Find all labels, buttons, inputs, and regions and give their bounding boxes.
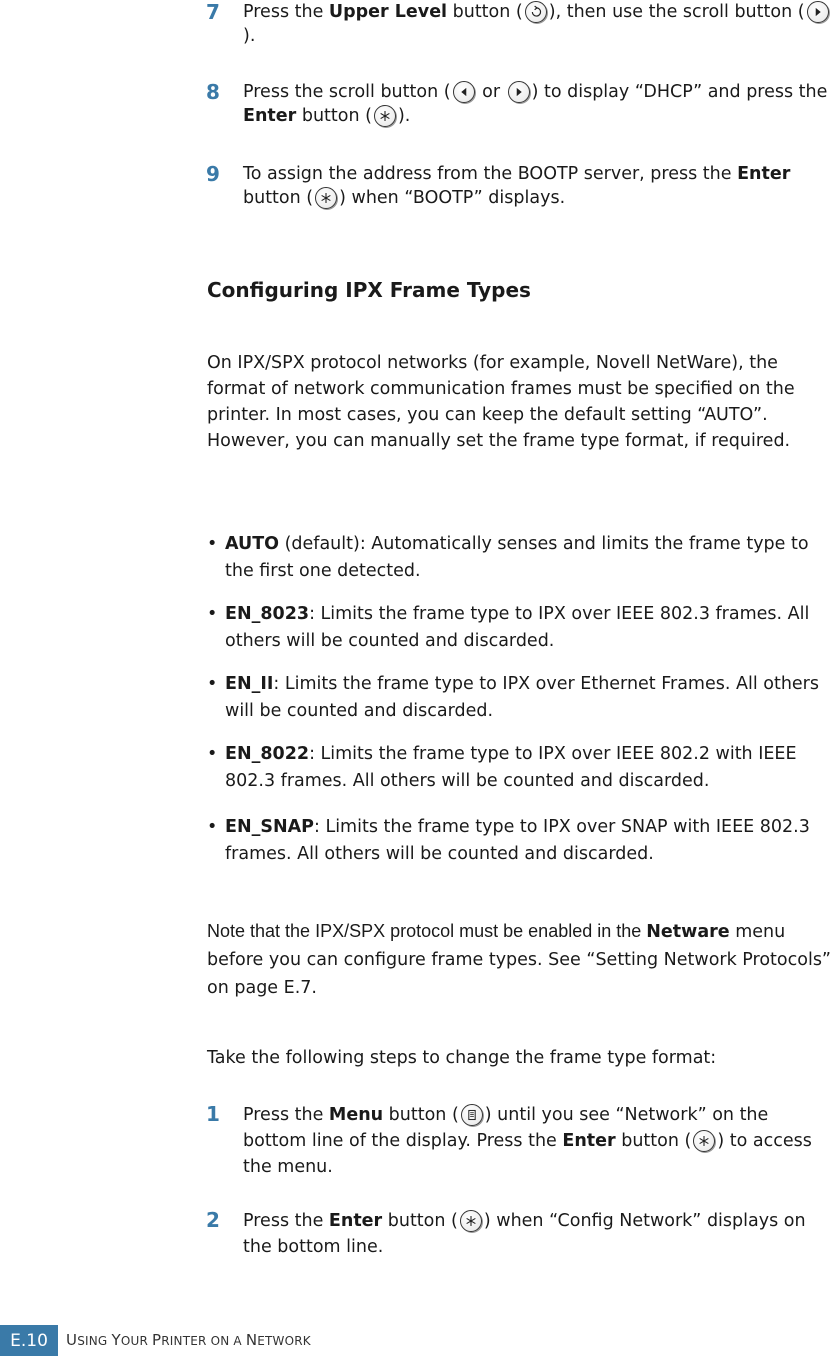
note-paragraph: Note that the IPX/SPX protocol must be enabled in the Netware menu before you can configure frame types. See “Setting Network Protocols” on page E.7. [207,921,832,998]
intro-paragraph: On IPX/SPX protocol networks (for example, Novell NetWare), the format of network communication frames must be specified on the printer. In most cases, you can keep the default setting “AUTO”. However, you can manually set the frame type format, if required. [207,353,795,451]
step-number: 8 [206,80,220,104]
step-1: 1 Press the Menu button ( ) until you see “Network” on the bottom line of the display. Press the Enter button ( ) to access the menu. [206,1102,812,1177]
step-2: 2 Press the Enter button ( ) when “Config Network” displays on the bottom line. [206,1208,806,1257]
list-item: • EN_8023: Limits the frame type to IPX over IEEE 802.3 frames. All others will be counted and discarded. [207,604,810,651]
list-item: • EN_SNAP: Limits the frame type to IPX over SNAP with IEEE 802.3 frames. All others will be counted and discarded. [207,817,810,864]
running-footer-title: USING YOUR PRINTER ON A NETWORK [66,1331,311,1349]
list-item: • EN_II: Limits the frame type to IPX over Ethernet Frames. All others will be counted and discarded. [207,674,819,721]
scroll-right-icon [807,1,829,23]
instruction-line: Take the following steps to change the frame type format: [207,1048,717,1068]
step-number: 1 [206,1102,220,1126]
section-heading: Configuring IPX Frame Types [207,278,531,302]
enter-icon [315,187,337,209]
scroll-right-icon [508,81,530,103]
step-number: 7 [206,0,220,24]
list-item: • EN_8022: Limits the frame type to IPX over IEEE 802.2 with IEEE 802.3 frames. All others will be counted and discarded. [207,744,797,791]
list-item: • AUTO (default): Automatically senses and limits the frame type to the first one detected. [207,534,809,581]
menu-icon [461,1104,483,1126]
step-number: 2 [206,1208,220,1232]
step-7: 7 Press the Upper Level button ( ), then use the scroll button ( ). [206,0,832,48]
page-number: E.10 [0,1325,58,1356]
step-number: 9 [206,162,220,186]
step-9: 9 To assign the address from the BOOTP server, press the Enter button ( ) when “BOOTP” displays. [206,162,791,208]
step-8: 8 Press the scroll button ( or ) to display “DHCP” and press the Enter button ( ). [206,80,828,126]
upper-level-icon [525,1,547,23]
enter-icon [460,1210,482,1232]
scroll-left-icon [453,81,475,103]
enter-icon [374,105,396,127]
enter-icon [693,1130,715,1152]
